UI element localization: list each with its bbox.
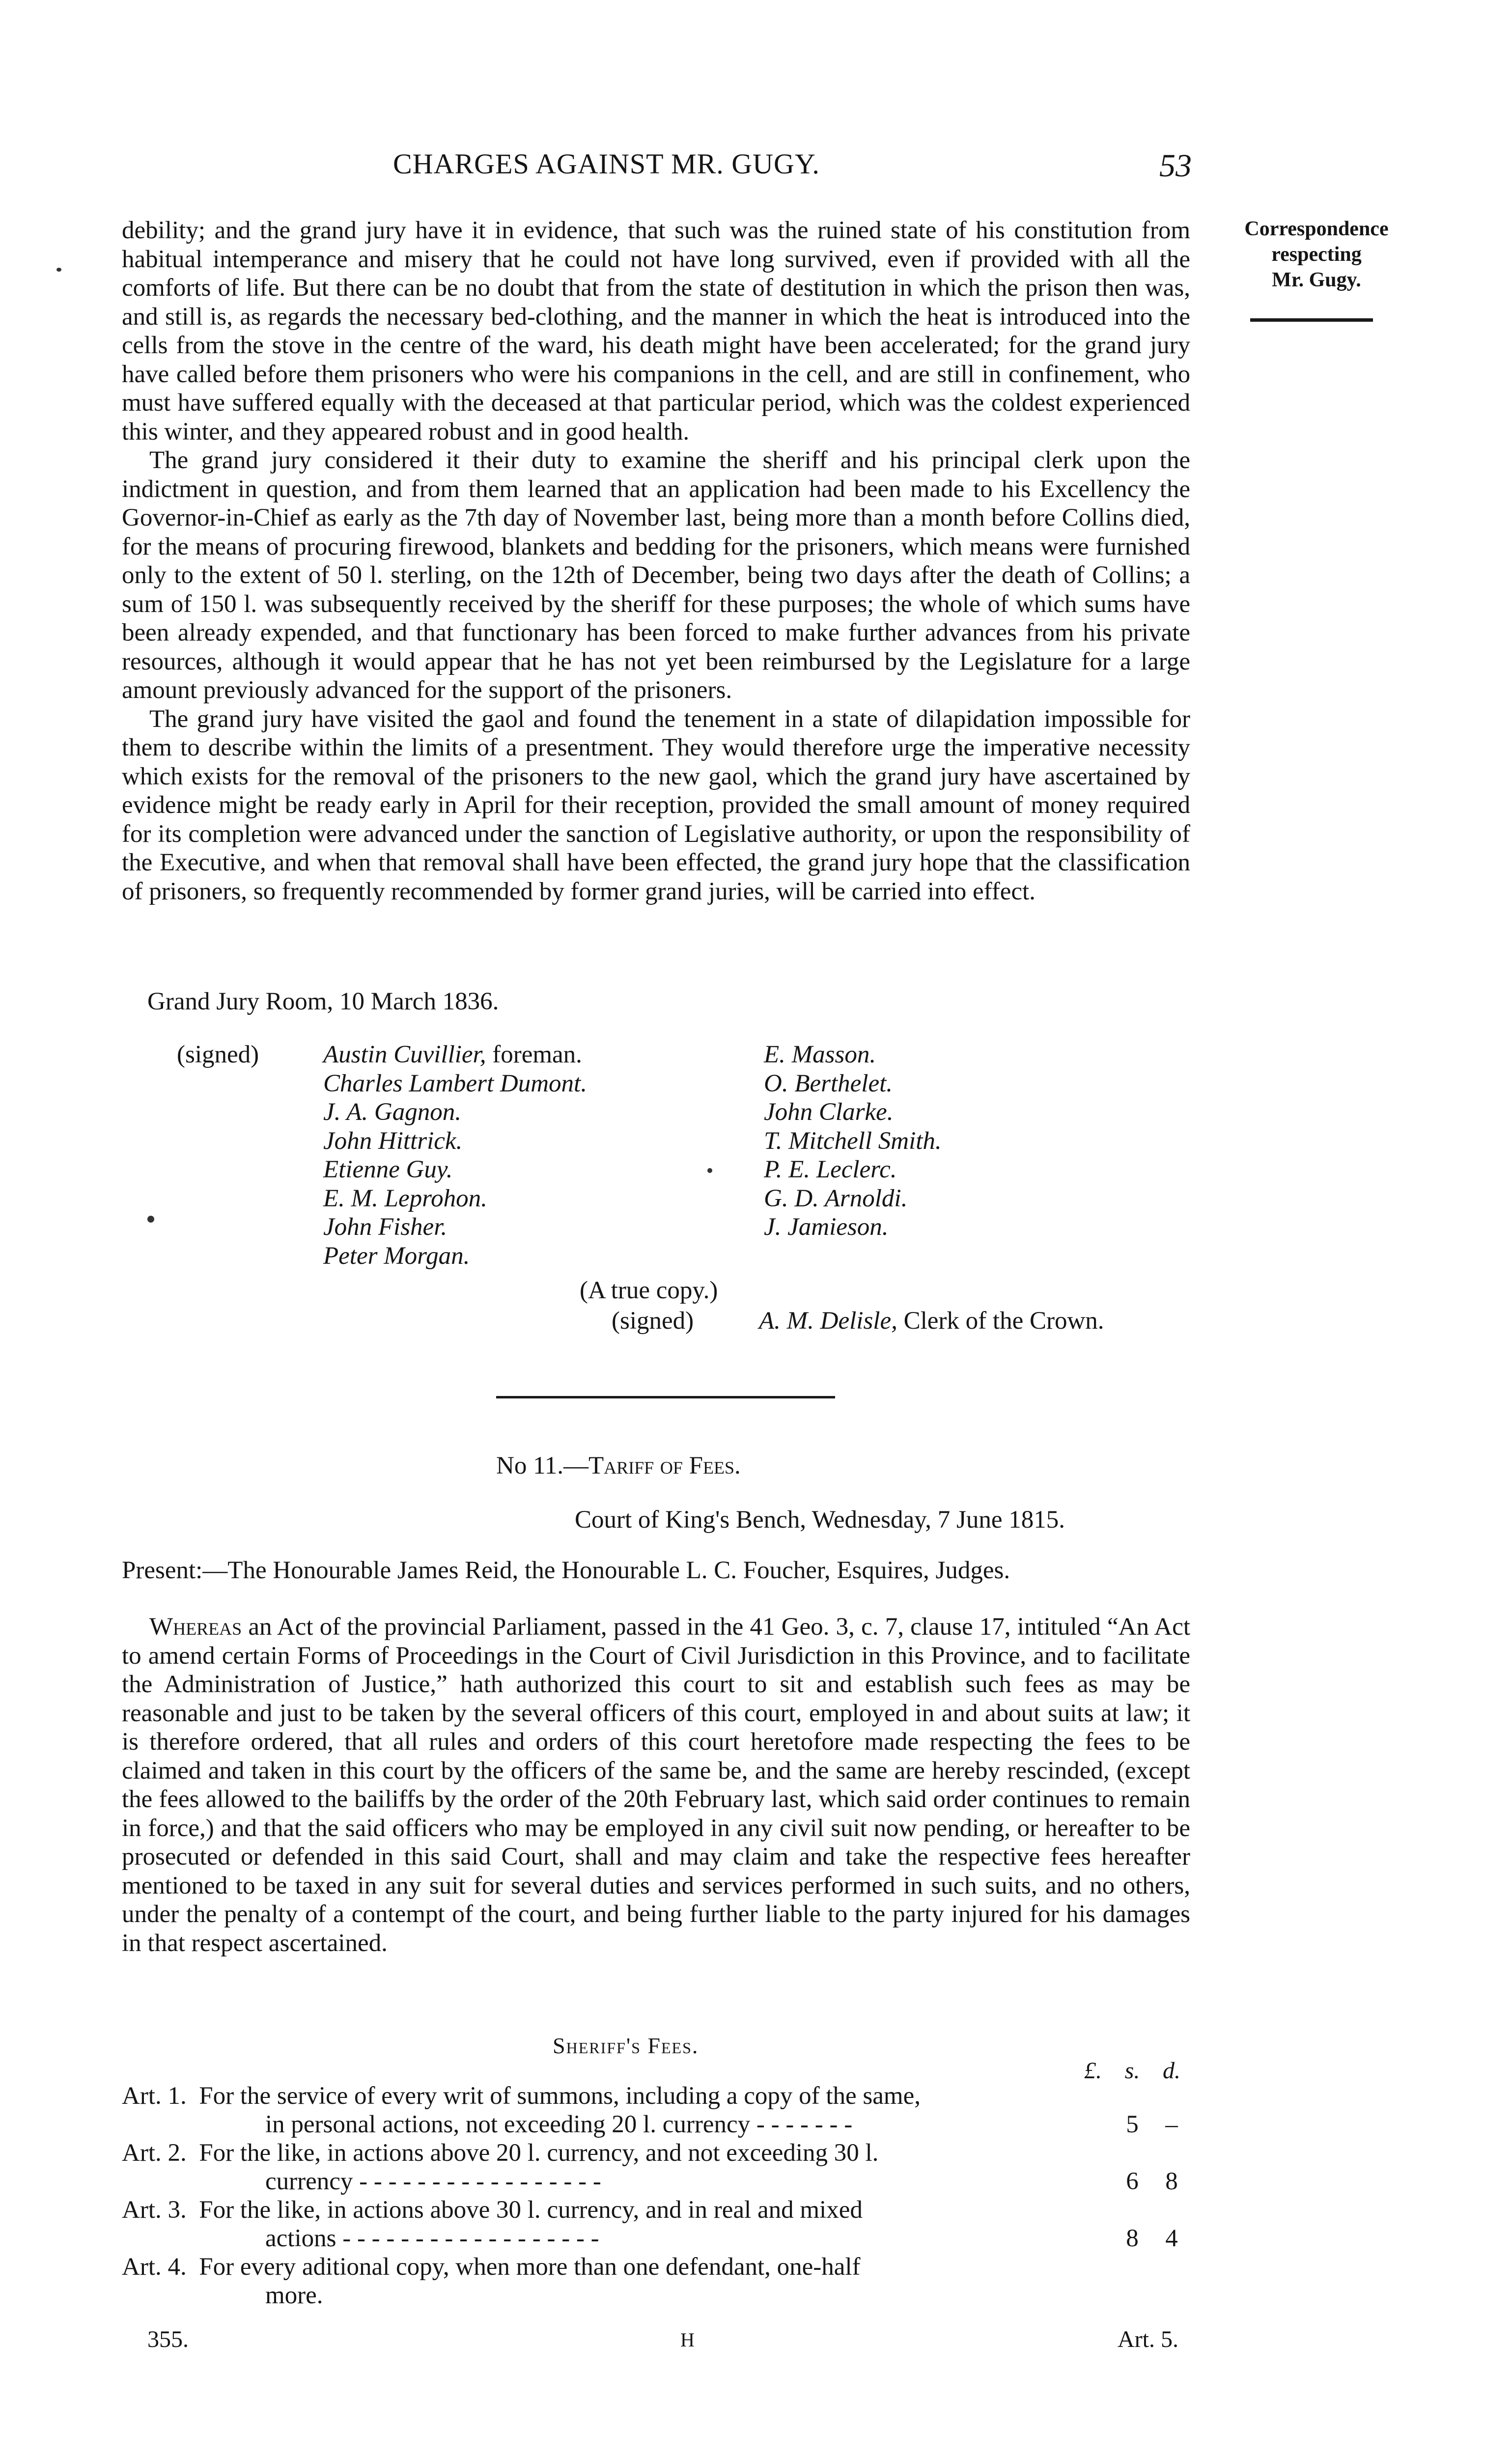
present-line: Present:—The Honourable James Reid, the Honourable L. C. Foucher, Esquires, Judges. xyxy=(122,1557,1010,1584)
true-copy-signed-label: (signed) xyxy=(612,1307,694,1335)
article-label: Art. 3. xyxy=(122,2196,187,2224)
footer-signature-number: 355. xyxy=(147,2326,189,2352)
margin-note-line: respecting xyxy=(1271,243,1362,266)
footer-signature-letter: H xyxy=(680,2329,695,2351)
margin-note-line: Correspondence xyxy=(1244,218,1389,240)
article-text: For the like, in actions above 20 l. currency, and not exceeding 30 l. xyxy=(199,2139,879,2167)
presentment-paragraph: The grand jury have visited the gaol and found the tenement in a state of dilapidation impossible for them to describe within the limits of a presentment. They would therefore urge the imperative necessity which exists for the removal of the prisoners to the new gaol, which the grand jury have ascertained by evidence might be ready early in April for their reception, provided the small amount of money required for its completion were advanced under the sanction of Legislative authority, or upon the responsibility of the Executive, and when that removal shall have been effected, the grand jury hope that the classification of prisoners, so frequently recommended by former grand juries, will be carried into effect. xyxy=(122,705,1190,905)
fee-amount: 6 8 xyxy=(1126,2168,1178,2195)
pence-header: d. xyxy=(1163,2058,1180,2084)
presentment-body xyxy=(122,216,1190,906)
article-text-continued: currency - - - - - - - - - - - - - - - - - xyxy=(265,2168,601,2195)
scan-speck xyxy=(147,1216,154,1223)
tariff-number: No 11.— xyxy=(496,1452,588,1479)
juror-name: Charles Lambert Dumont. xyxy=(323,1069,587,1097)
shillings-header: s. xyxy=(1124,2058,1140,2084)
whereas-lead: Whereas xyxy=(149,1613,242,1641)
article-text-continued: actions - - - - - - - - - - - - - - - - - - xyxy=(265,2225,599,2252)
signed-label: (signed) xyxy=(177,1041,259,1068)
clerk-name: A. M. Delisle, xyxy=(759,1307,897,1335)
clerk-signature xyxy=(759,1307,1104,1335)
juror-name: John Fisher. xyxy=(323,1213,448,1241)
fee-article xyxy=(122,2139,878,2167)
pounds-header: £. xyxy=(1084,2058,1102,2084)
whereas-text: an Act of the provincial Parliament, passed in the 41 Geo. 3, c. 7, clause 17, intituled “An Act to amend certain Forms of Proceedings in the Court of Civil Jurisdiction in this Province, and to facilitate the Administration of Justice,” hath authorized this court to sit and establish such fees as may be reasonable and just to be taken by the several officers of this court, employed in and about suits at law; it is therefore ordered, that all rules and orders of this court heretofore made respecting the fees to be claimed and taken in this court by the officers of the same be, and the same are hereby rescinded, (except the fees allowed to the bailiffs by the order of the 20th February last, which said order continues to remain in force,) and that the said officers who may be employed in any civil suit now pending, or hereafter to be prosecuted or defended in this said Court, shall and may claim and take the respective fees hereafter mentioned to be taxed in any suit for several duties and services performed in such suits, and no others, under the penalty of a contempt of the court, and being further liable to the party injured for his damages in that respect ascertained. xyxy=(122,1613,1190,1957)
whereas-paragraph xyxy=(122,1613,1190,1957)
fee-article xyxy=(122,2082,921,2110)
page-number: 53 xyxy=(1159,148,1192,184)
juror-name: John Clarke. xyxy=(764,1098,894,1126)
juror-name: John Hittrick. xyxy=(323,1127,463,1155)
juror-name: Etienne Guy. xyxy=(323,1156,453,1183)
fee-amount: 5 – xyxy=(1126,2111,1178,2138)
sheriffs-fees-heading: Sheriff's Fees. xyxy=(553,2033,699,2058)
article-label: Art. 1. xyxy=(122,2082,187,2110)
scan-speck xyxy=(56,268,61,272)
juror-name: P. E. Leclerc. xyxy=(764,1156,897,1183)
juror-name: J. Jamieson. xyxy=(764,1213,889,1241)
margin-note xyxy=(1226,216,1407,293)
juror-name: Austin Cuvillier, foreman. xyxy=(323,1041,582,1068)
money-column-headers xyxy=(1073,2057,1191,2084)
margin-note-line: Mr. Gugy. xyxy=(1272,269,1361,291)
jurors-column-2 xyxy=(764,1040,942,1242)
article-label: Art. 4. xyxy=(122,2253,187,2281)
juror-name: T. Mitchell Smith. xyxy=(764,1127,942,1155)
article-text: For the like, in actions above 30 l. currency, and in real and mixed xyxy=(199,2196,863,2224)
article-text: For the service of every writ of summons, including a copy of the same, xyxy=(199,2082,921,2110)
presentment-paragraph: The grand jury considered it their duty to examine the sheriff and his principal clerk upon the indictment in question, and from them learned that an application had been made to his Excellency the Governor-in-Chief as early as the 7th day of November last, being more than a month before Collins died, for the means of procuring firewood, blankets and bedding for the prisoners, which means were furnished only to the extent of 50 l. sterling, on the 12th of December, being two days after the death of Collins; a sum of 150 l. was subsequently received by the sheriff for these purposes; the whole of which sums have been already expended, and that functionary has been forced to make further advances from his private resources, although it would appear that he has not yet been reimbursed by the Legislature for a large amount previously advanced for the support of the prisoners. xyxy=(122,447,1190,704)
juror-name: Peter Morgan. xyxy=(323,1242,470,1270)
section-divider xyxy=(496,1396,835,1398)
fee-article xyxy=(122,2253,861,2281)
footer-catchword: Art. 5. xyxy=(1118,2326,1178,2352)
juror-name: G. D. Arnoldi. xyxy=(764,1184,908,1212)
article-text-continued: more. xyxy=(265,2282,323,2309)
place-date-line: Grand Jury Room, 10 March 1836. xyxy=(147,988,499,1015)
clerk-title: Clerk of the Crown. xyxy=(897,1307,1104,1335)
tariff-title xyxy=(496,1451,741,1480)
juror-name: J. A. Gagnon. xyxy=(323,1098,461,1126)
juror-name: E. M. Leprohon. xyxy=(323,1184,487,1212)
juror-name: O. Berthelet. xyxy=(764,1069,893,1097)
fee-article xyxy=(122,2196,863,2224)
fee-amount: 8 4 xyxy=(1126,2225,1178,2252)
article-label: Art. 2. xyxy=(122,2139,187,2167)
tariff-title-text: Tariff of Fees. xyxy=(588,1452,741,1479)
article-text: For every aditional copy, when more than one defendant, one-half xyxy=(199,2253,861,2281)
presentment-paragraph: debility; and the grand jury have it in evidence, that such was the ruined state of his constitution from habitual intemperance and misery that he could not have long survived, even if provided with all the comforts of life. But there can be no doubt that from the state of destitution in which the prison then was, and still is, as regards the necessary bed-clothing, and the manner in which the heat is introduced into the cells from the stove in the centre of the ward, his death might have been accelerated; for the grand jury have called before them prisoners who were his companions in the cell, and are still in confinement, who must have suffered equally with the deceased at that particular period, which was the coldest experienced this winter, and they appeared robust and in good health. xyxy=(122,217,1190,446)
foreman-suffix: foreman. xyxy=(486,1041,582,1068)
jurors-column-1 xyxy=(323,1040,587,1270)
true-copy-label: (A true copy.) xyxy=(580,1277,718,1304)
running-head: CHARGES AGAINST MR. GUGY. xyxy=(393,148,820,180)
article-text-continued: in personal actions, not exceeding 20 l. currency - - - - - - - xyxy=(265,2111,853,2138)
court-line: Court of King's Bench, Wednesday, 7 June 1815. xyxy=(575,1506,1065,1534)
scan-speck xyxy=(707,1168,712,1173)
margin-note-rule xyxy=(1250,318,1373,322)
juror-name: E. Masson. xyxy=(764,1041,876,1068)
